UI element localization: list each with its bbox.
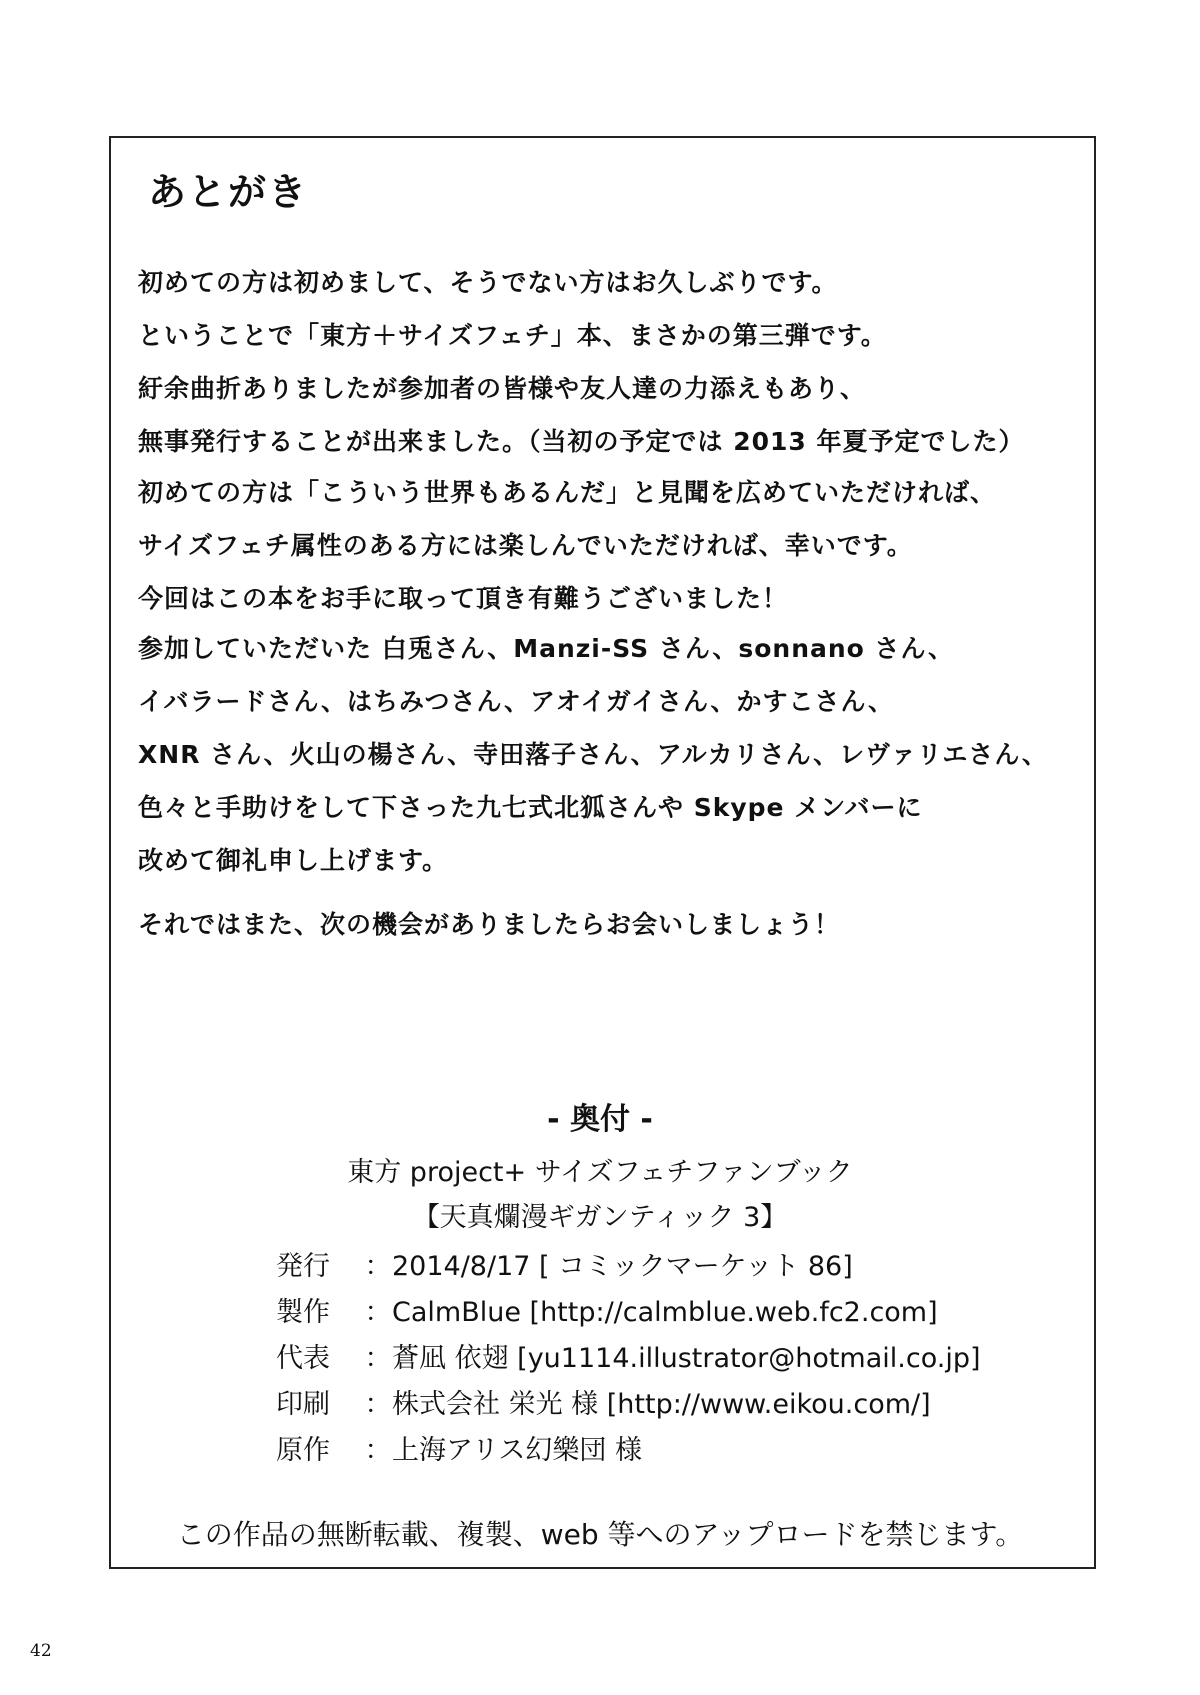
afterword-paragraph-1 [138,256,1025,468]
credit-label: 発行 [276,1251,330,1282]
book-series-title: 東方 project+ サイズフェチファンブック [347,1157,853,1188]
text-line: 初めての方は初めまして、そうでない方はお久しぶりです。 [138,268,838,297]
text-line: それではまた、次の機会がありましたらお会いしましょう！ [138,910,841,939]
afterword-title: あとがき [148,170,309,214]
credit-separator: ： [364,1343,392,1374]
credit-label: 原作 [276,1435,330,1466]
credit-label: 製作 [276,1297,330,1328]
colophon-title: - 奥付 - [547,1102,653,1137]
text-line: XNR さん、火山の楊さん、寺田落子さん、アルカリさん、レヴァリエさん、 [138,740,1048,769]
text-line: ということで「東方＋サイズフェチ」本、まさかの第三弾です。 [138,321,887,350]
credit-separator: ： [364,1435,392,1466]
copyright-notice: この作品の無断転載、複製、web 等へのアップロードを禁じます。 [176,1518,1024,1551]
credit-label: 代表 [276,1343,330,1374]
text-line: 色々と手助けをして下さった九七式北狐さんや Skype メンバーに [138,793,923,822]
credit-row-representative [276,1336,981,1382]
credit-separator: ： [364,1251,392,1282]
page-number: 42 [30,1641,52,1661]
afterword-paragraph-3 [138,622,1048,887]
credit-value: 蒼凪 依翅 [yu1114.illustrator@hotmail.co.jp] [392,1343,981,1374]
credit-separator: ： [364,1389,392,1420]
text-line: サイズフェチ属性のある方には楽しんでいただければ、幸いです。 [138,531,913,560]
text-line: 今回はこの本をお手に取って頂き有難うございました！ [138,584,789,613]
credit-row-publication [276,1244,981,1290]
text-line: 参加していただいた 白兎さん、Manzi-SS さん、sonnano さん、 [138,634,955,663]
credit-value: 株式会社 栄光 様 [http://www.eikou.com/] [392,1389,931,1420]
afterword-paragraph-4 [138,898,840,951]
credit-row-printing [276,1382,981,1428]
text-line: 改めて御礼申し上げます。 [138,846,449,875]
credit-value: 2014/8/17 [ コミックマーケット 86] [392,1251,853,1282]
credit-value: CalmBlue [http://calmblue.web.fc2.com] [392,1297,938,1328]
colophon-credits [276,1244,981,1474]
text-line: 無事発行することが出来ました。（当初の予定では 2013 年夏予定でした） [138,427,1025,456]
credit-row-production [276,1290,981,1336]
text-line: イバラードさん、はちみつさん、アオイガイさん、かすこさん、 [138,687,895,716]
credit-value: 上海アリス幻樂団 様 [392,1435,642,1466]
credit-row-original-work [276,1428,981,1474]
credit-separator: ： [364,1297,392,1328]
text-line: 初めての方は「こういう世界もあるんだ」と見聞を広めていただければ、 [138,478,997,507]
credit-label: 印刷 [276,1389,330,1420]
book-title: 【天真爛漫ギガンティック 3】 [412,1202,788,1233]
afterword-paragraph-2 [138,466,996,625]
text-line: 紆余曲折ありましたが参加者の皆様や友人達の力添えもあり、 [138,374,867,403]
